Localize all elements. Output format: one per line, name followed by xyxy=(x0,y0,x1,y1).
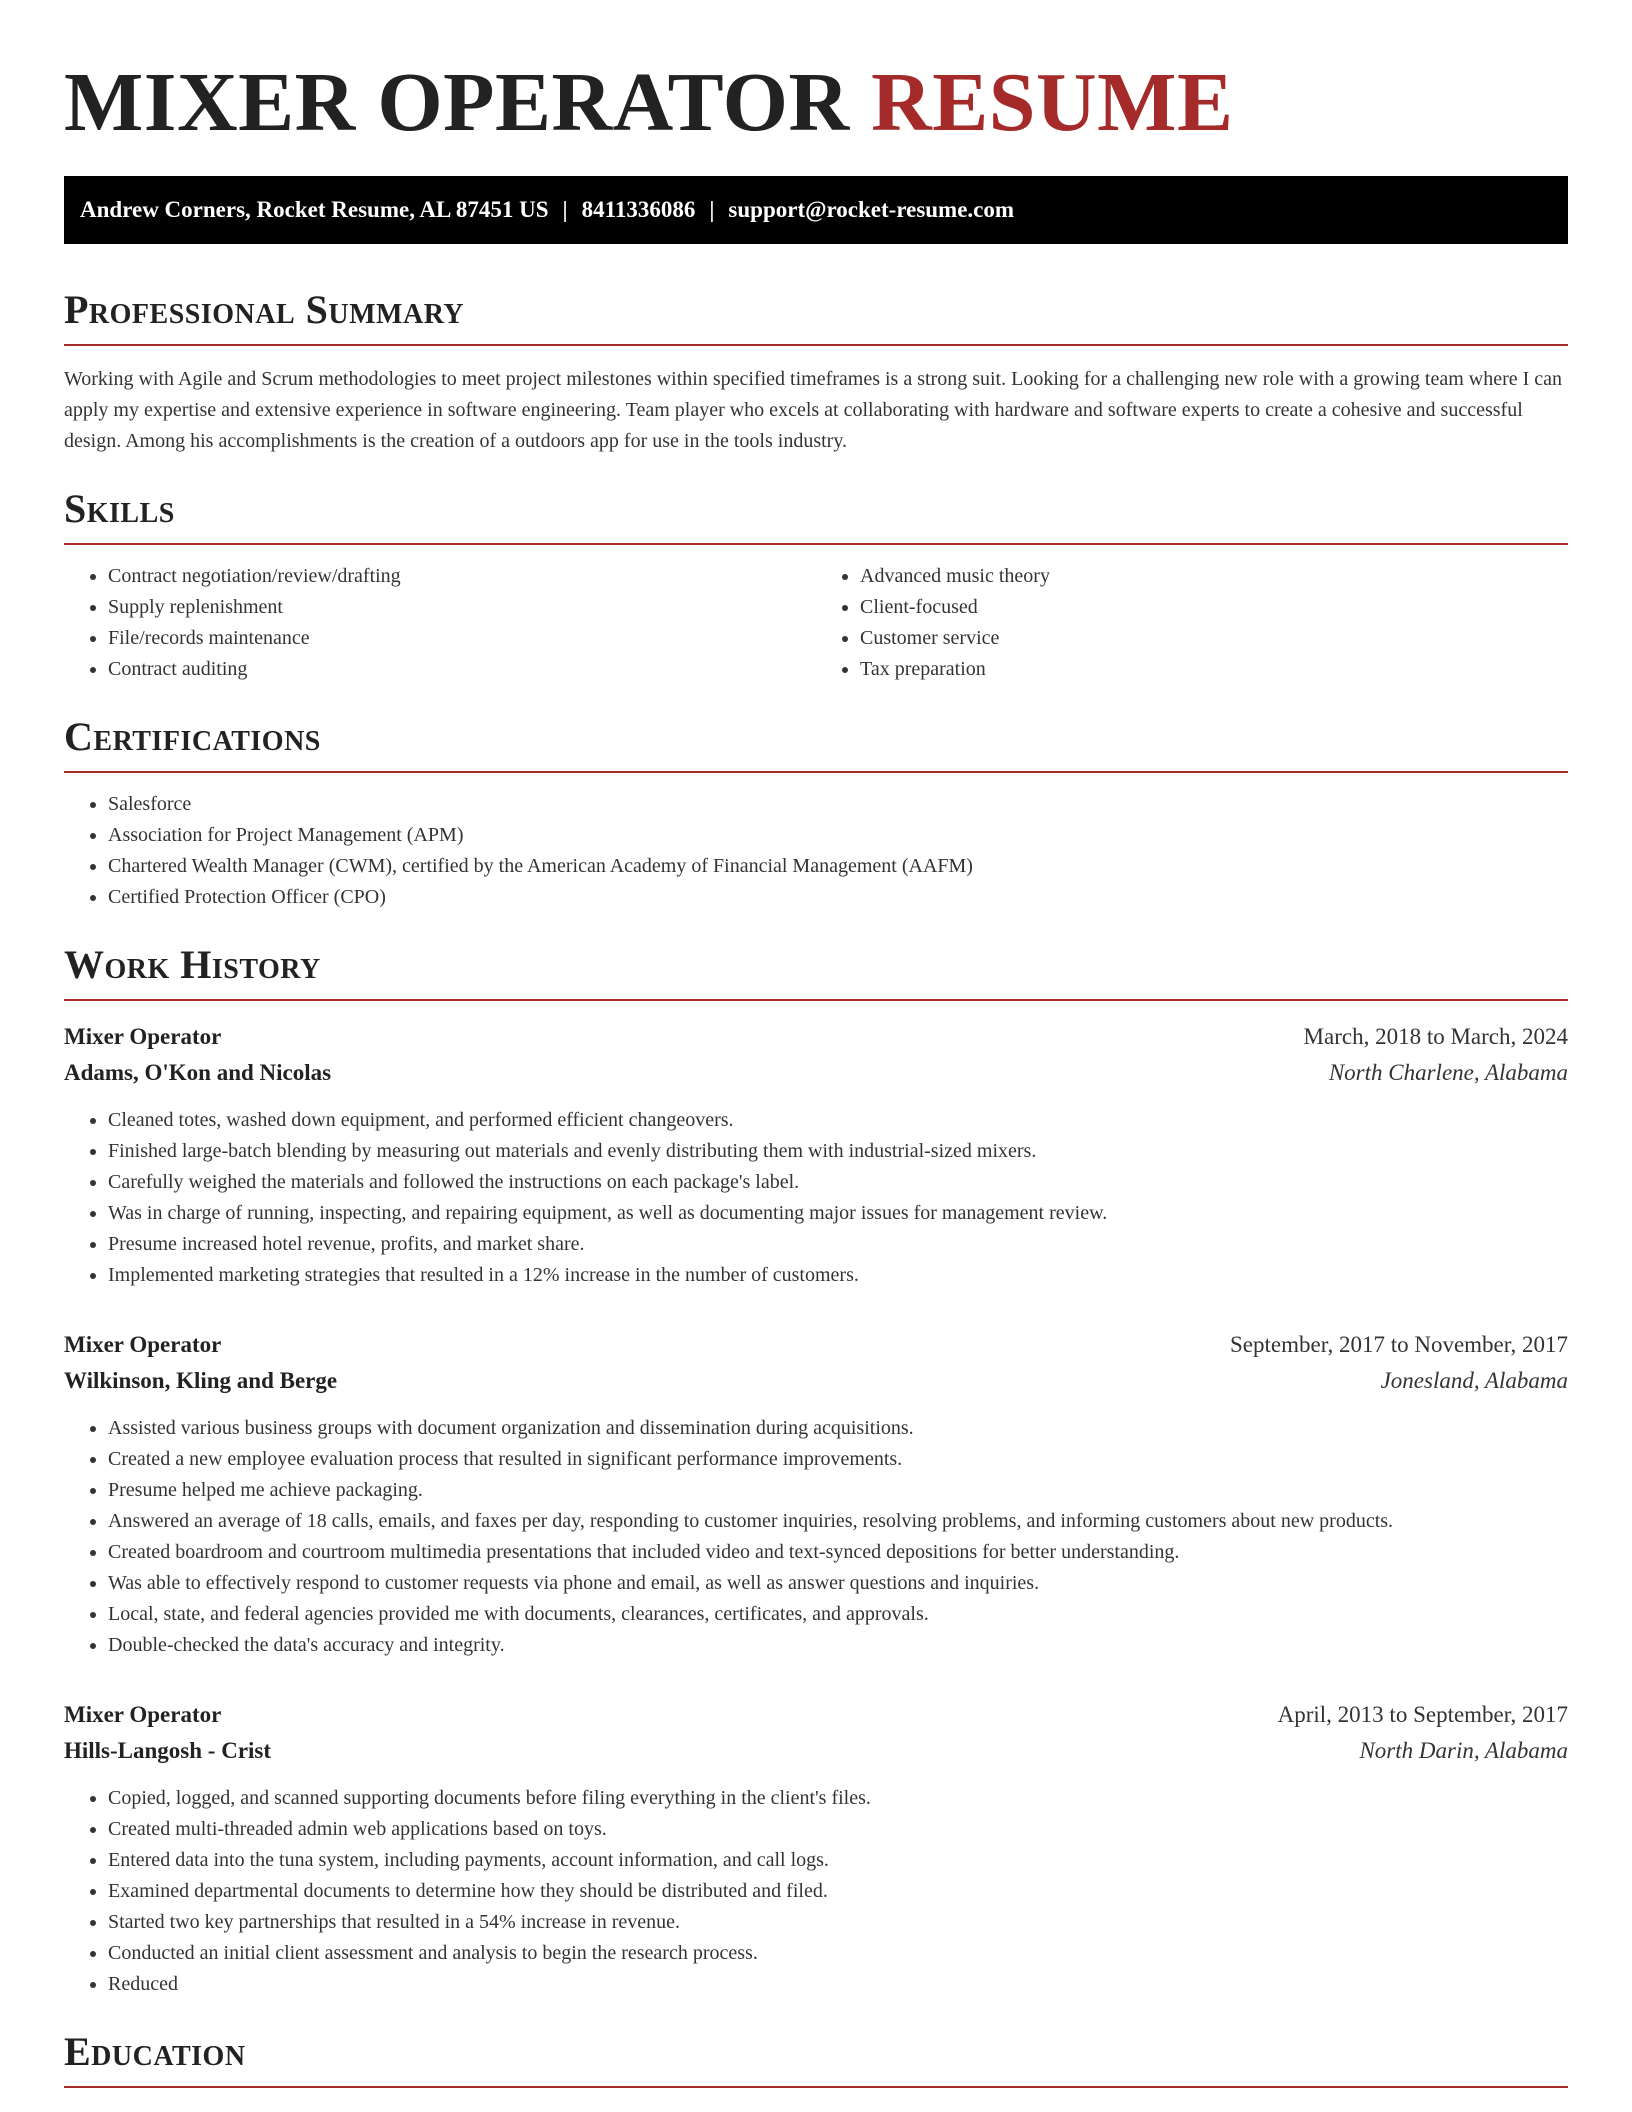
summary-heading: Professional Summary xyxy=(64,286,1568,346)
certifications-heading: Certifications xyxy=(64,713,1568,773)
list-item: • Contract auditing xyxy=(108,654,816,685)
work-history-heading: Work History xyxy=(64,941,1568,1001)
list-item: • Assisted various business groups with document organization and dissemination during acquisitions. xyxy=(108,1413,1568,1444)
list-item: • Was able to effectively respond to customer requests via phone and email, as well as answer questions and inquiries. xyxy=(108,1568,1568,1599)
job-title-row xyxy=(64,1697,1568,1733)
list-item: • Chartered Wealth Manager (CWM), certified by the American Academy of Financial Management (AAFM) xyxy=(108,851,1568,882)
list-item: • Started two key partnerships that resulted in a 54% increase in revenue. xyxy=(108,1907,1568,1938)
job-entry xyxy=(64,1327,1568,1661)
education-section xyxy=(64,2028,1568,2088)
list-item: • Finished large-batch blending by measuring out materials and evenly distributing them with industrial-sized mixers. xyxy=(108,1136,1568,1167)
job-location: Jonesland, Alabama xyxy=(1380,1368,1568,1393)
summary-section xyxy=(64,286,1568,457)
list-item: • File/records maintenance xyxy=(108,623,816,654)
job-location: North Charlene, Alabama xyxy=(1328,1060,1568,1085)
list-item: • Local, state, and federal agencies provided me with documents, clearances, certificates, and approvals. xyxy=(108,1599,1568,1630)
list-item: • Contract negotiation/review/drafting xyxy=(108,561,816,592)
job-title-row xyxy=(64,1327,1568,1363)
work-history-section xyxy=(64,941,1568,2000)
job-dates: March, 2018 to March, 2024 xyxy=(1303,1024,1568,1049)
list-item: • Supply replenishment xyxy=(108,592,816,623)
job-title: Mixer Operator xyxy=(64,1702,222,1727)
title-accent: RESUME xyxy=(871,56,1234,149)
job-company-row xyxy=(64,1733,1568,1769)
job-company: Hills-Langosh - Crist xyxy=(64,1738,272,1763)
education-heading: Education xyxy=(64,2028,1568,2088)
contact-bar xyxy=(64,176,1568,244)
list-item: • Implemented marketing strategies that resulted in a 12% increase in the number of customers. xyxy=(108,1260,1568,1291)
skills-grid xyxy=(64,561,1568,685)
resume-title xyxy=(64,0,1568,148)
title-main: MIXER OPERATOR xyxy=(64,56,850,149)
list-item: • Conducted an initial client assessment and analysis to begin the research process. xyxy=(108,1938,1568,1969)
certifications-list xyxy=(64,789,1568,913)
job-duties-list xyxy=(64,1413,1568,1661)
skills-heading: Skills xyxy=(64,485,1568,545)
job-dates: September, 2017 to November, 2017 xyxy=(1230,1332,1568,1357)
list-item: • Entered data into the tuna system, including payments, account information, and call logs. xyxy=(108,1845,1568,1876)
list-item: • Tax preparation xyxy=(860,654,1568,685)
skills-list-right xyxy=(816,561,1568,685)
list-item: • Reduced xyxy=(108,1969,1568,2000)
contact-separator: | xyxy=(562,197,568,222)
list-item: • Advanced music theory xyxy=(860,561,1568,592)
list-item: • Cleaned totes, washed down equipment, and performed efficient changeovers. xyxy=(108,1105,1568,1136)
job-title: Mixer Operator xyxy=(64,1332,222,1357)
summary-text: Working with Agile and Scrum methodologies to meet project milestones within specified timeframes is a strong suit. Looking for a challenging new role with a growing team where I can apply my expertise and extensive experience in software engineering. Team player who excels at collaborating with hardware and software experts to create a cohesive and successful design. Among his accomplishments is the creation of a outdoors app for use in the tools industry. xyxy=(64,368,1563,452)
contact-address: Andrew Corners, Rocket Resume, AL 87451 US xyxy=(80,197,549,222)
job-entry xyxy=(64,1697,1568,2000)
list-item: • Customer service xyxy=(860,623,1568,654)
job-location: North Darin, Alabama xyxy=(1359,1738,1568,1763)
certifications-section xyxy=(64,713,1568,913)
skills-list-left xyxy=(64,561,816,685)
list-item: • Was in charge of running, inspecting, and repairing equipment, as well as documenting major issues for management review. xyxy=(108,1198,1568,1229)
skills-column-right xyxy=(816,561,1568,685)
contact-phone: 8411336086 xyxy=(581,197,696,222)
contact-separator: | xyxy=(709,197,715,222)
list-item: • Created a new employee evaluation process that resulted in significant performance improvements. xyxy=(108,1444,1568,1475)
list-item: • Created multi-threaded admin web applications based on toys. xyxy=(108,1814,1568,1845)
skills-section xyxy=(64,485,1568,685)
job-company-row xyxy=(64,1055,1568,1091)
list-item: • Association for Project Management (APM) xyxy=(108,820,1568,851)
list-item: • Answered an average of 18 calls, emails, and faxes per day, responding to customer inquiries, resolving problems, and informing customers about new products. xyxy=(108,1506,1568,1537)
skills-column-left xyxy=(64,561,816,685)
contact-email: support@rocket-resume.com xyxy=(728,197,1015,222)
job-company: Adams, O'Kon and Nicolas xyxy=(64,1060,332,1085)
list-item: • Copied, logged, and scanned supporting documents before filing everything in the client's files. xyxy=(108,1783,1568,1814)
list-item: • Presume increased hotel revenue, profits, and market share. xyxy=(108,1229,1568,1260)
job-duties-list xyxy=(64,1105,1568,1291)
list-item: • Client-focused xyxy=(860,592,1568,623)
list-item: • Presume helped me achieve packaging. xyxy=(108,1475,1568,1506)
list-item: • Salesforce xyxy=(108,789,1568,820)
job-company-row xyxy=(64,1363,1568,1399)
list-item: • Double-checked the data's accuracy and integrity. xyxy=(108,1630,1568,1661)
list-item: • Created boardroom and courtroom multimedia presentations that included video and text-synced depositions for better understanding. xyxy=(108,1537,1568,1568)
job-entry xyxy=(64,1019,1568,1291)
job-dates: April, 2013 to September, 2017 xyxy=(1277,1702,1568,1727)
job-company: Wilkinson, Kling and Berge xyxy=(64,1368,338,1393)
list-item: • Examined departmental documents to determine how they should be distributed and filed. xyxy=(108,1876,1568,1907)
list-item: • Carefully weighed the materials and followed the instructions on each package's label. xyxy=(108,1167,1568,1198)
job-duties-list xyxy=(64,1783,1568,2000)
list-item: • Certified Protection Officer (CPO) xyxy=(108,882,1568,913)
job-title: Mixer Operator xyxy=(64,1024,222,1049)
job-title-row xyxy=(64,1019,1568,1055)
